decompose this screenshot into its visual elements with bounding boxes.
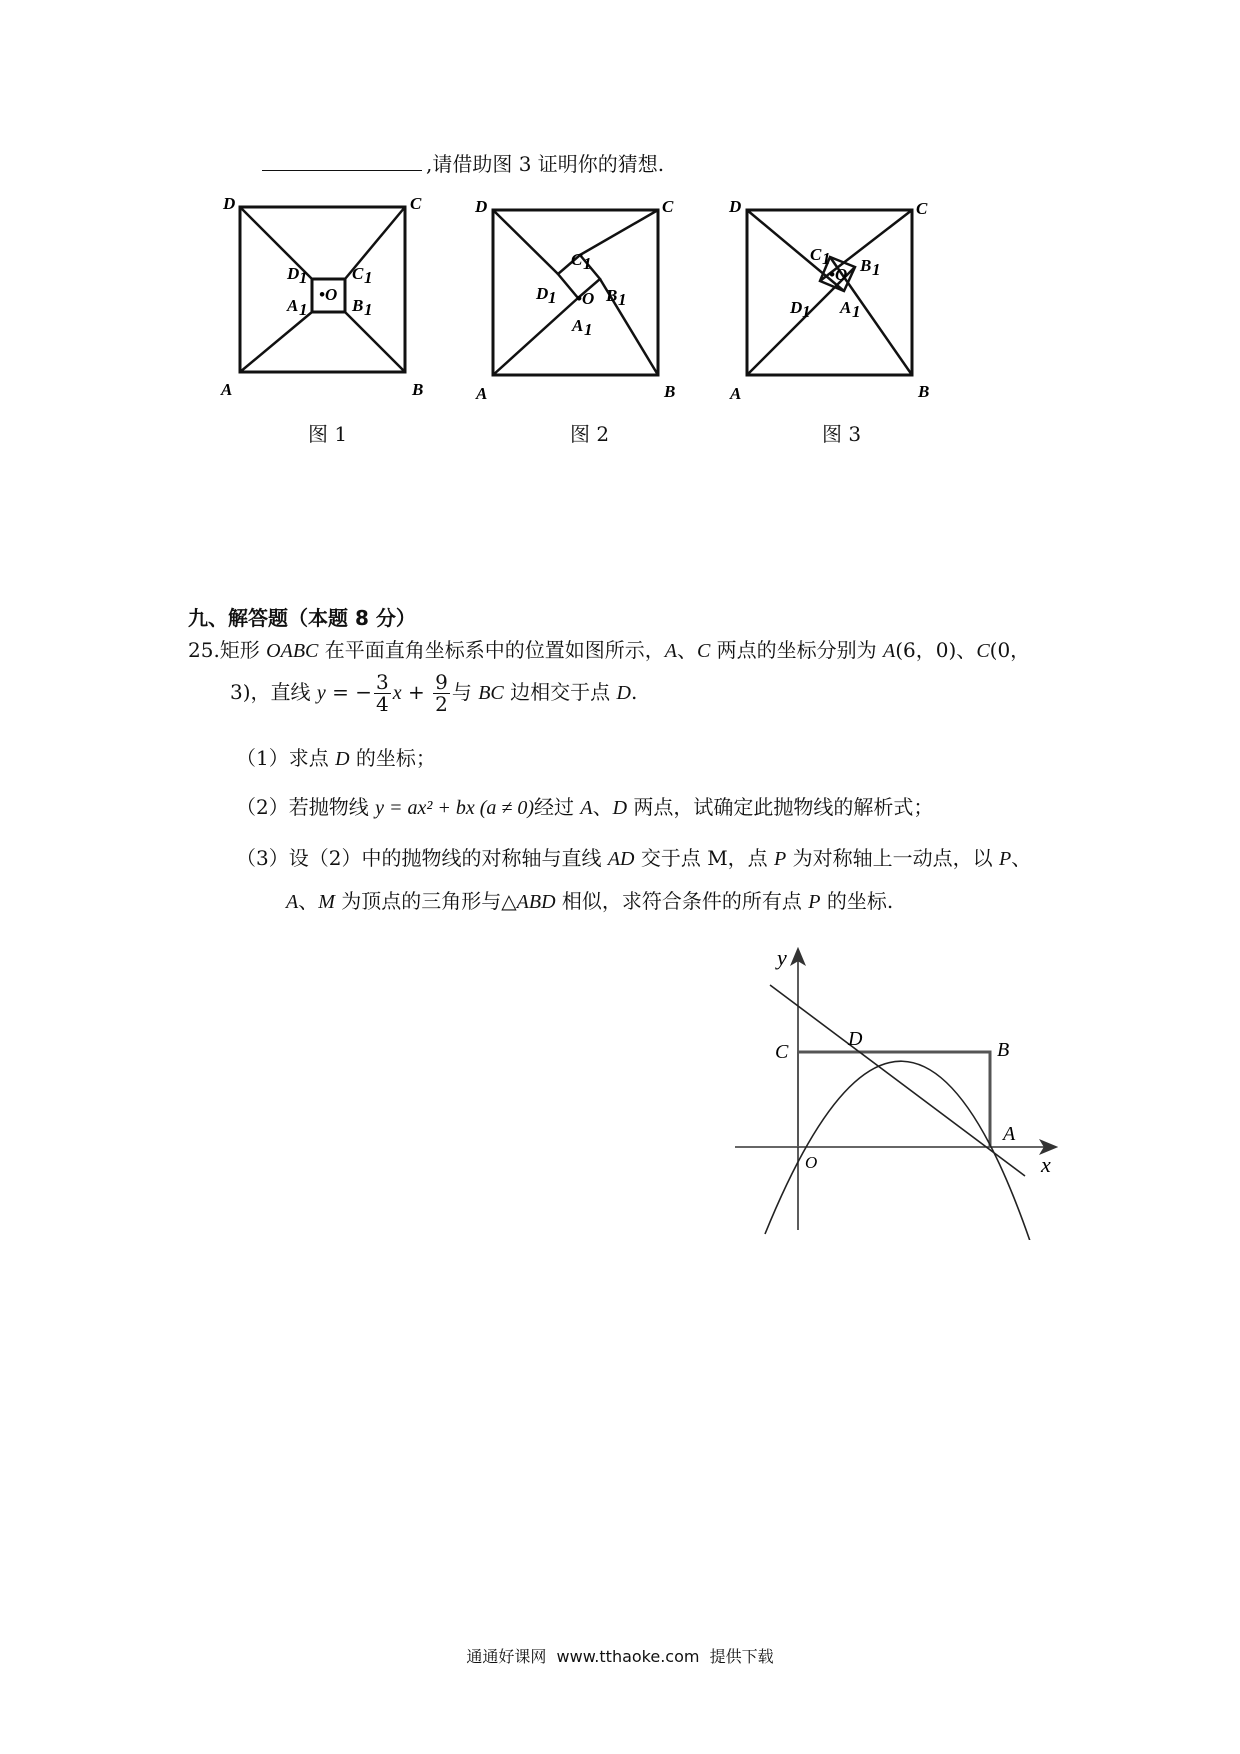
fig2-sub-B1: 1 bbox=[618, 290, 627, 309]
fig2-label-D1: D bbox=[536, 284, 549, 303]
graph-label-C: C bbox=[775, 1041, 789, 1063]
section-heading: 九、解答题（本题 8 分） bbox=[188, 606, 416, 630]
frac-num: 3 bbox=[376, 670, 389, 694]
fig3-label-A: A bbox=[730, 384, 742, 403]
problem-var: ABD bbox=[516, 891, 556, 913]
top-line-text: ,请借助图 3 证明你的猜想. bbox=[426, 152, 665, 176]
problem-text: + bbox=[401, 680, 432, 704]
problem-var: D bbox=[335, 748, 350, 770]
problem-var: x bbox=[392, 682, 402, 704]
problem-var: OABC bbox=[266, 640, 319, 662]
problem-var: A bbox=[580, 797, 593, 819]
problem-text: 两点，试确定此抛物线的解析式； bbox=[627, 795, 934, 819]
fig1-sub-C1: 1 bbox=[364, 268, 373, 287]
problem-var: C bbox=[976, 640, 990, 662]
figure-1 bbox=[215, 195, 440, 415]
problem-text: (6，0)、 bbox=[895, 638, 977, 662]
problem-text: 交于点 M，点 bbox=[634, 846, 775, 870]
fig2-sub-D1: 1 bbox=[548, 288, 557, 307]
problem-text: 在平面直角坐标系中的位置如图所示， bbox=[318, 638, 665, 662]
problem-text: 为顶点的三角形与△ bbox=[334, 889, 517, 913]
problem-var: A bbox=[664, 640, 677, 662]
problem-text: 、 bbox=[676, 638, 697, 662]
fig2-label-O: •O bbox=[576, 289, 595, 308]
fig3-sub-D1: 1 bbox=[802, 302, 811, 321]
fig2-label-B: B bbox=[664, 382, 676, 401]
fig2-label-C: C bbox=[662, 197, 674, 216]
problem-text: 两点的坐标分别为 bbox=[710, 638, 884, 662]
question-1 bbox=[236, 748, 436, 769]
fig2-label-C1: C bbox=[571, 250, 583, 269]
problem-text: 、 bbox=[1011, 846, 1032, 870]
figure-3 bbox=[722, 195, 962, 415]
fig3-label-C: C bbox=[916, 199, 928, 218]
answer-blank bbox=[262, 152, 422, 171]
graph-label-B: B bbox=[997, 1039, 1010, 1061]
problem-text: 的坐标； bbox=[349, 746, 436, 770]
fig1-label-B1: B bbox=[352, 296, 364, 315]
problem-text: （3）设（2）中的抛物线的对称轴与直线 bbox=[236, 846, 608, 870]
fig3-sub-B1: 1 bbox=[872, 260, 881, 279]
graph-label-x: x bbox=[1041, 1152, 1051, 1177]
frac-den: 4 bbox=[376, 692, 389, 716]
fig2-label-A1: A bbox=[572, 316, 584, 335]
fig3-sub-C1: 1 bbox=[822, 249, 831, 268]
problem-var: y bbox=[316, 682, 326, 704]
problem-var: A bbox=[883, 640, 896, 662]
frac-num: 9 bbox=[435, 670, 448, 694]
graph-label-A: A bbox=[1003, 1123, 1016, 1145]
graph-label-O: O bbox=[805, 1153, 818, 1172]
problem-text: 3)，直线 bbox=[230, 680, 317, 704]
top-line bbox=[262, 152, 664, 174]
problem-text: 25.矩形 bbox=[188, 638, 267, 662]
problem-text: 经过 bbox=[534, 795, 581, 819]
graph-label-D: D bbox=[848, 1028, 863, 1050]
graph-label-y: y bbox=[777, 945, 787, 970]
problem-line-2 bbox=[230, 672, 637, 715]
fig3-label-O: •O bbox=[829, 265, 848, 284]
page-footer: 通通好课网 www.tthaoke.com 提供下载 bbox=[466, 1647, 774, 1666]
fig3-label-B: B bbox=[918, 382, 930, 401]
fig1-sub-B1: 1 bbox=[364, 300, 373, 319]
figure-2 bbox=[468, 195, 708, 415]
fig2-label-D: D bbox=[475, 197, 488, 216]
problem-text: . bbox=[630, 680, 638, 704]
fig2-label-B1: B bbox=[606, 286, 618, 305]
question-2 bbox=[236, 797, 933, 818]
fig1-label-C1: C bbox=[352, 264, 364, 283]
frac-den: 2 bbox=[435, 692, 448, 716]
problem-var: A bbox=[286, 891, 299, 913]
problem-line-1 bbox=[188, 640, 1030, 661]
problem-var: D bbox=[612, 797, 628, 819]
parabola-formula: y = ax² + bx (a ≠ 0) bbox=[375, 797, 535, 819]
fig2-label-A: A bbox=[476, 384, 488, 403]
fig1-label-A1: A bbox=[287, 296, 299, 315]
problem-text: 、 bbox=[298, 889, 319, 913]
fig1-label-D1: D bbox=[287, 264, 300, 283]
fig2-sub-C1: 1 bbox=[583, 254, 592, 273]
problem-var: AD bbox=[607, 848, 635, 870]
problem-text: = − bbox=[325, 680, 373, 704]
fig1-label-O: •O bbox=[319, 285, 338, 304]
fig1-label-A: A bbox=[221, 380, 233, 399]
fig1-label-D: D bbox=[223, 195, 236, 213]
question-3-line-2 bbox=[286, 891, 893, 912]
fig1-label-C: C bbox=[410, 195, 422, 213]
problem-text: 相似，求符合条件的所有点 bbox=[555, 889, 809, 913]
problem-var: P bbox=[774, 848, 787, 870]
problem-text: 为对称轴上一动点，以 bbox=[786, 846, 999, 870]
figure-1-caption: 图 1 bbox=[308, 422, 348, 446]
problem-var: P bbox=[998, 848, 1012, 870]
fraction-9-2 bbox=[433, 672, 450, 715]
problem-var: M bbox=[318, 891, 335, 913]
problem-text: （2）若抛物线 bbox=[236, 795, 376, 819]
fig3-label-B1: B bbox=[860, 256, 872, 275]
problem-var: P bbox=[808, 891, 821, 913]
fig3-label-D: D bbox=[729, 197, 742, 216]
problem-text: 与 bbox=[451, 680, 479, 704]
fraction-3-4 bbox=[374, 672, 391, 715]
figure-2-caption: 图 2 bbox=[570, 422, 610, 446]
fig3-label-A1: A bbox=[840, 298, 852, 317]
problem-text: 的坐标. bbox=[820, 889, 894, 913]
fig1-label-B: B bbox=[412, 380, 424, 399]
fig3-label-C1: C bbox=[810, 245, 822, 264]
problem-text: 、 bbox=[592, 795, 613, 819]
problem-text: (0， bbox=[989, 638, 1031, 662]
question-3-line-1 bbox=[236, 848, 1031, 869]
problem-text: 边相交于点 bbox=[503, 680, 617, 704]
figure-3-caption: 图 3 bbox=[822, 422, 862, 446]
problem-text: （1）求点 bbox=[236, 746, 336, 770]
problem-var: D bbox=[616, 682, 631, 704]
fig2-sub-A1: 1 bbox=[584, 320, 593, 339]
fig3-label-D1: D bbox=[790, 298, 803, 317]
fig3-sub-A1: 1 bbox=[852, 302, 861, 321]
problem-var: C bbox=[696, 640, 711, 662]
problem-var: BC bbox=[478, 682, 504, 704]
fig1-sub-D1: 1 bbox=[299, 268, 308, 287]
coordinate-graph bbox=[725, 940, 1060, 1240]
fig1-sub-A1: 1 bbox=[299, 300, 308, 319]
